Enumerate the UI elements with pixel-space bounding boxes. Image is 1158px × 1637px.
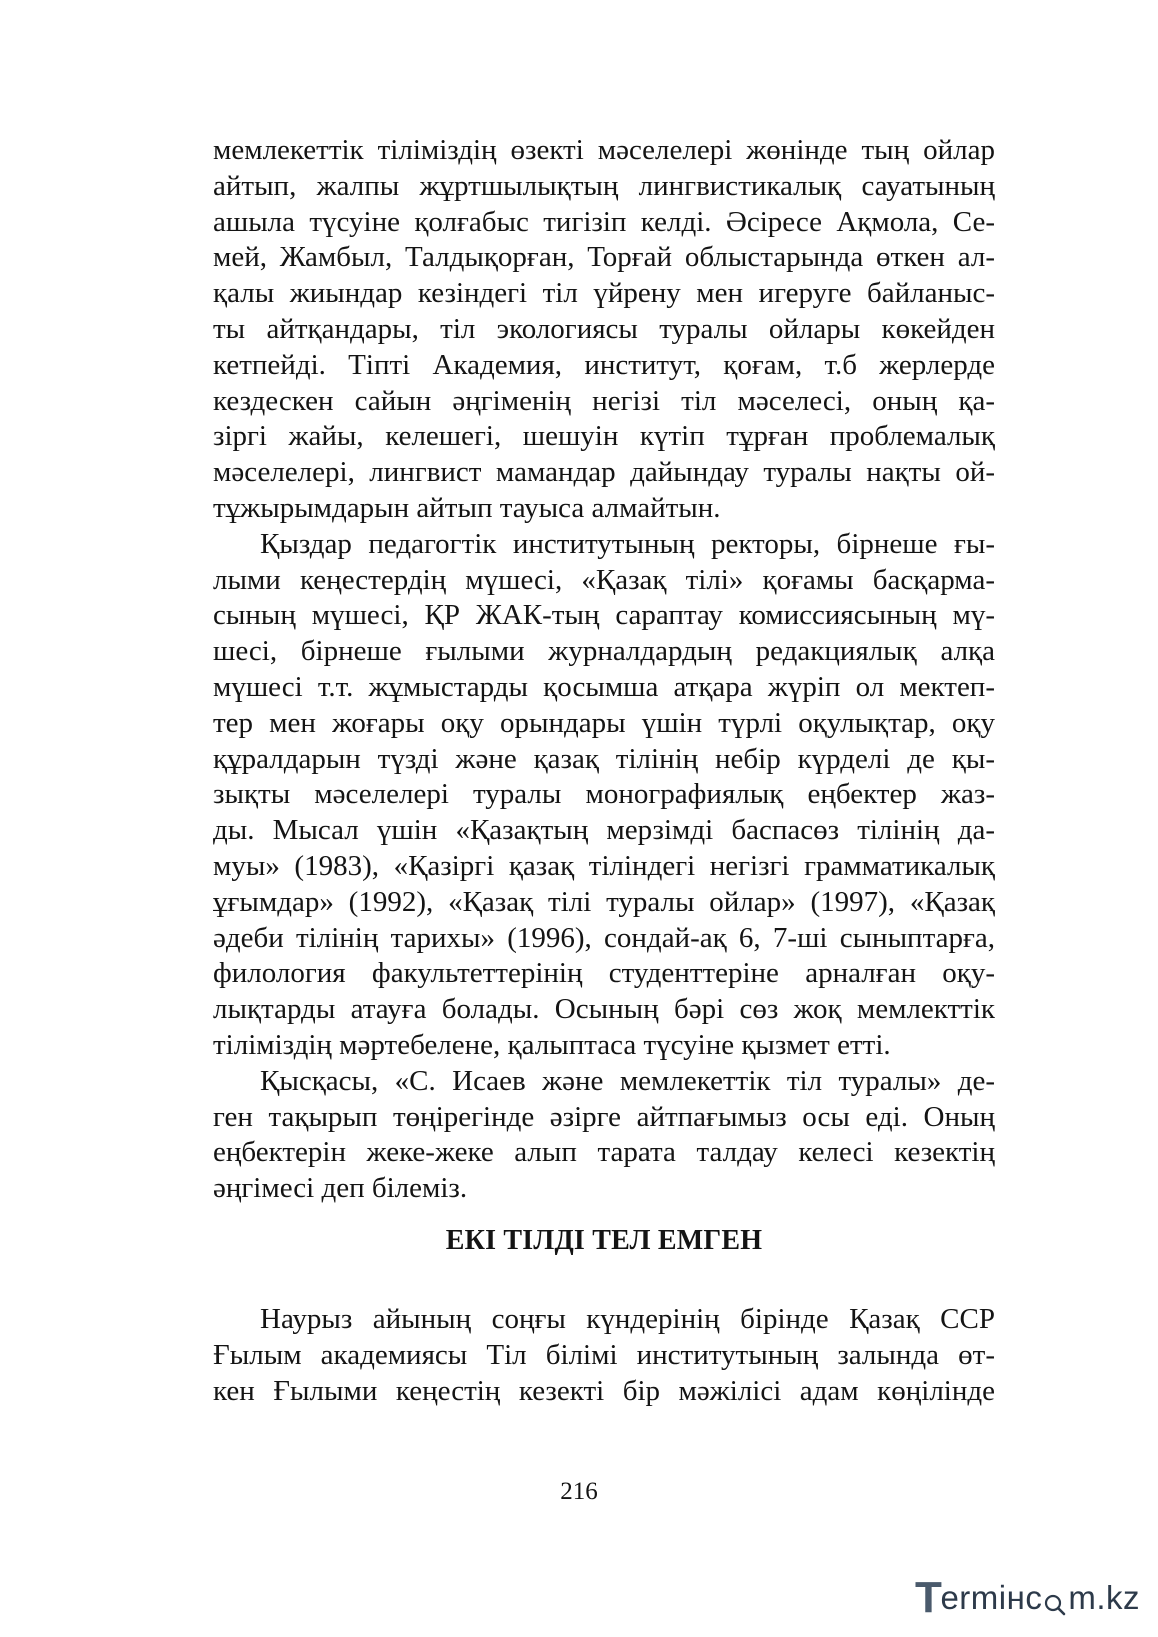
text-line: мемлекеттік тіліміздің өзекті мәселелері жөнінде тың ойлар	[213, 134, 995, 166]
body-text-block	[213, 133, 995, 1207]
text-line: қалы жиындар кезіндегі тіл үйрену мен игеруге байланыс-	[213, 277, 995, 310]
text-line: Қысқасы, «С. Исаев және мемлекеттік тіл туралы» де-	[260, 1064, 995, 1097]
text-line: құралдарын түзді және қазақ тілінің небір күрделі де қы-	[213, 742, 995, 775]
text-line: шесі, бірнеше ғылыми журналдардың редакциялық алқа	[213, 635, 995, 668]
text-line: мәселелері, лингвист мамандар дайындау туралы нақты ой-	[213, 456, 995, 489]
section-heading: ЕКІ ТІЛДІ ТЕЛ ЕМГЕН	[445, 1225, 763, 1256]
text-line: кен Ғылыми кеңестің кезекті бір мәжілісі адам көңілінде	[213, 1374, 995, 1407]
text-line: ты айтқандары, тіл экологиясы туралы ойлары көкейден	[213, 312, 995, 345]
text-line: зіргі жайы, келешегі, шешуін күтіп тұрған проблемалық	[213, 420, 995, 453]
watermark-logo	[915, 1571, 1140, 1625]
text-line: ұғымдар» (1992), «Қазақ тілі туралы ойлар» (1997), «Қазақ	[213, 885, 995, 918]
text-line: айтып, жалпы жұртшылықтың лингвистикалық сауатының	[213, 169, 995, 202]
text-line: ашыла түсуіне қолғабыс тигізіп келді. Әсіресе Ақмола, Се-	[213, 205, 995, 238]
text-line: Ғылым академиясы Тіл білімі институтының залында өт-	[213, 1338, 995, 1371]
text-line: мей, Жамбыл, Талдықорған, Торғай облыстарында өткен ал-	[213, 241, 995, 274]
text-line: сының мүшесі, ҚР ЖАК-тың сараптау комиссиясының мү-	[213, 599, 995, 632]
watermark-text-end: m.kz	[1068, 1579, 1140, 1616]
text-line: еңбектерін жеке-жеке алып тарата талдау келесі кезектің	[213, 1136, 995, 1169]
text-line: ген тақырып төңірегінде әзірге айтпағымыз осы еді. Оның	[213, 1100, 995, 1133]
text-line: филология факультеттерінің студенттеріне арналған оқу-	[213, 957, 995, 990]
magnifier-icon	[1043, 1586, 1067, 1610]
text-line: тұжырымдарын айтып тауыса алмайтын.	[213, 491, 721, 524]
text-line: тіліміздің мәртебелене, қалыптаса түсуіне қызмет етті.	[213, 1028, 891, 1061]
text-line: мүшесі т.т. жұмыстарды қосымша атқара жүріп ол мектеп-	[213, 670, 995, 703]
text-line: әдеби тілінің тарихы» (1996), сондай-ақ 6, 7-ші сыныптарға,	[213, 921, 995, 954]
text-line: Қыздар педагогтік институтының ректоры, бірнеше ғы-	[260, 527, 995, 560]
text-line: лыми кеңестердің мүшесі, «Қазақ тілі» қоғамы басқарма-	[213, 563, 995, 596]
text-line: ды. Мысал үшін «Қазақтың мерзімді баспасөз тілінің да-	[213, 814, 995, 847]
text-line: муы» (1983), «Қазіргі қазақ тіліндегі негізгі грамматикалық	[213, 849, 995, 882]
text-line: кетпейді. Тіпті Академия, институт, қоғам, т.б жерлерде	[213, 348, 995, 381]
body-text-block	[213, 1302, 995, 1409]
watermark-initial: T	[915, 1573, 943, 1622]
text-line: лықтарды атауға болады. Осының бәрі сөз жоқ мемлекттік	[213, 993, 995, 1026]
text-line: тер мен жоғары оқу орындары үшін түрлі оқулықтар, оқу	[213, 706, 995, 739]
watermark-text-start: ermінс	[940, 1579, 1043, 1616]
text-line: Наурыз айының соңғы күндерінің бірінде Қазақ ССР	[260, 1303, 995, 1335]
text-line: кездескен сайын әңгіменің негізі тіл мәселесі, оның қа-	[213, 384, 995, 417]
text-line: әңгімесі деп білеміз.	[213, 1172, 468, 1205]
text-line: зықты мәселелері туралы монографиялық еңбектер жаз-	[213, 778, 995, 811]
page-number: 216	[560, 1478, 598, 1505]
